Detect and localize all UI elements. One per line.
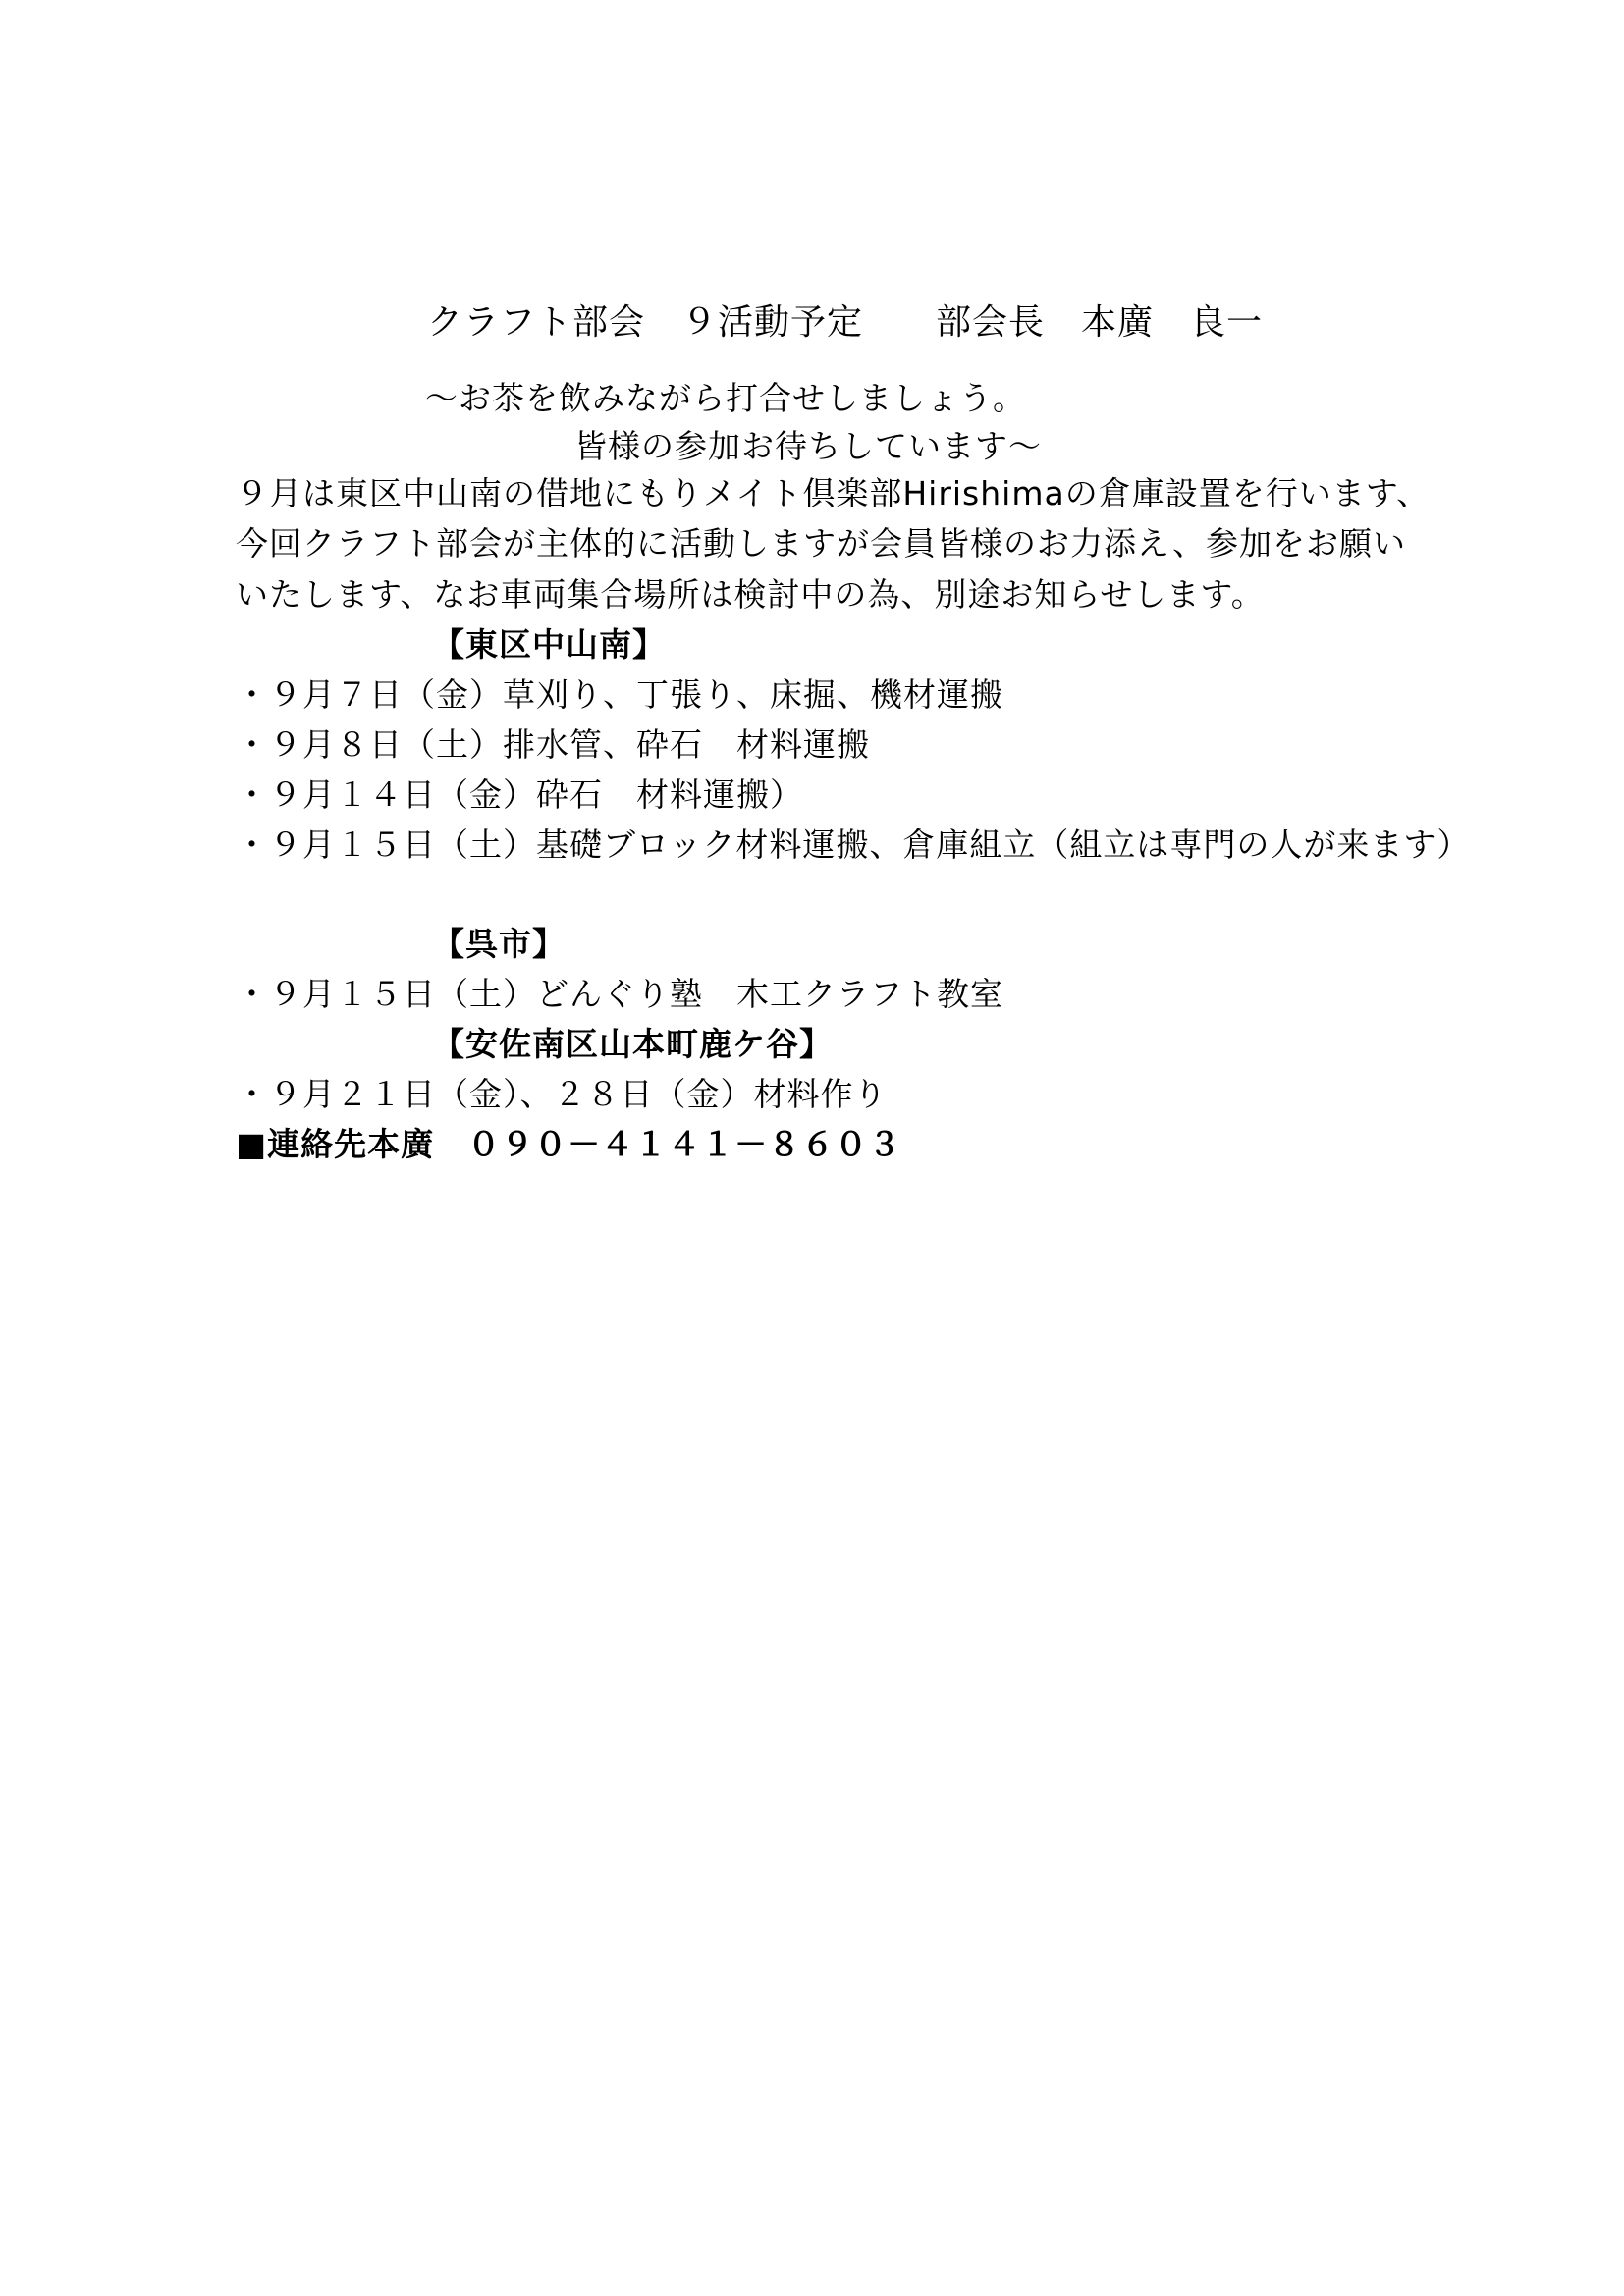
schedule-item: ・９月７日（金）草刈り、丁張り、床掘、機材運搬	[236, 675, 1003, 714]
document-title: クラフト部会 ９活動予定 部会長 本廣 良一	[427, 302, 1264, 343]
schedule-item: ・９月１５日（土）どんぐり塾 木工クラフト教室	[236, 975, 1003, 1013]
schedule-item: ・９月１４日（金）砕石 材料運搬）	[236, 775, 803, 814]
section-heading-higashi-nakayama: 【東区中山南】	[432, 625, 666, 664]
intro-paragraph-line-1: ９月は東区中山南の借地にもりメイト倶楽部Hirishimaの倉庫設置を行います、	[236, 474, 1431, 512]
subtitle-line-2: 皆様の参加お待ちしています～	[574, 427, 1042, 465]
schedule-item: ・９月２１日（金）、２８日（金）材料作り	[236, 1075, 888, 1113]
subtitle-line-1: ～お茶を飲みながら打合せしましょう。	[425, 379, 1026, 417]
section-heading-asaminami: 【安佐南区山本町鹿ケ谷】	[432, 1025, 833, 1063]
intro-paragraph-line-2: 今回クラフト部会が主体的に活動しますが会員皆様のお力添え、参加をお願い	[236, 524, 1406, 562]
section-heading-kure: 【呉市】	[432, 925, 566, 963]
schedule-item: ・９月８日（土）排水管、砕石 材料運搬	[236, 725, 870, 764]
intro-paragraph-line-3: いたします、なお車両集合場所は検討中の為、別途お知らせします。	[236, 575, 1265, 614]
schedule-item: ・９月１５日（土）基礎ブロック材料運搬、倉庫組立（組立は専門の人が来ます）	[236, 826, 1471, 864]
contact-info: ■連絡先本廣 ０９０－４１４１－８６０３	[236, 1125, 902, 1163]
